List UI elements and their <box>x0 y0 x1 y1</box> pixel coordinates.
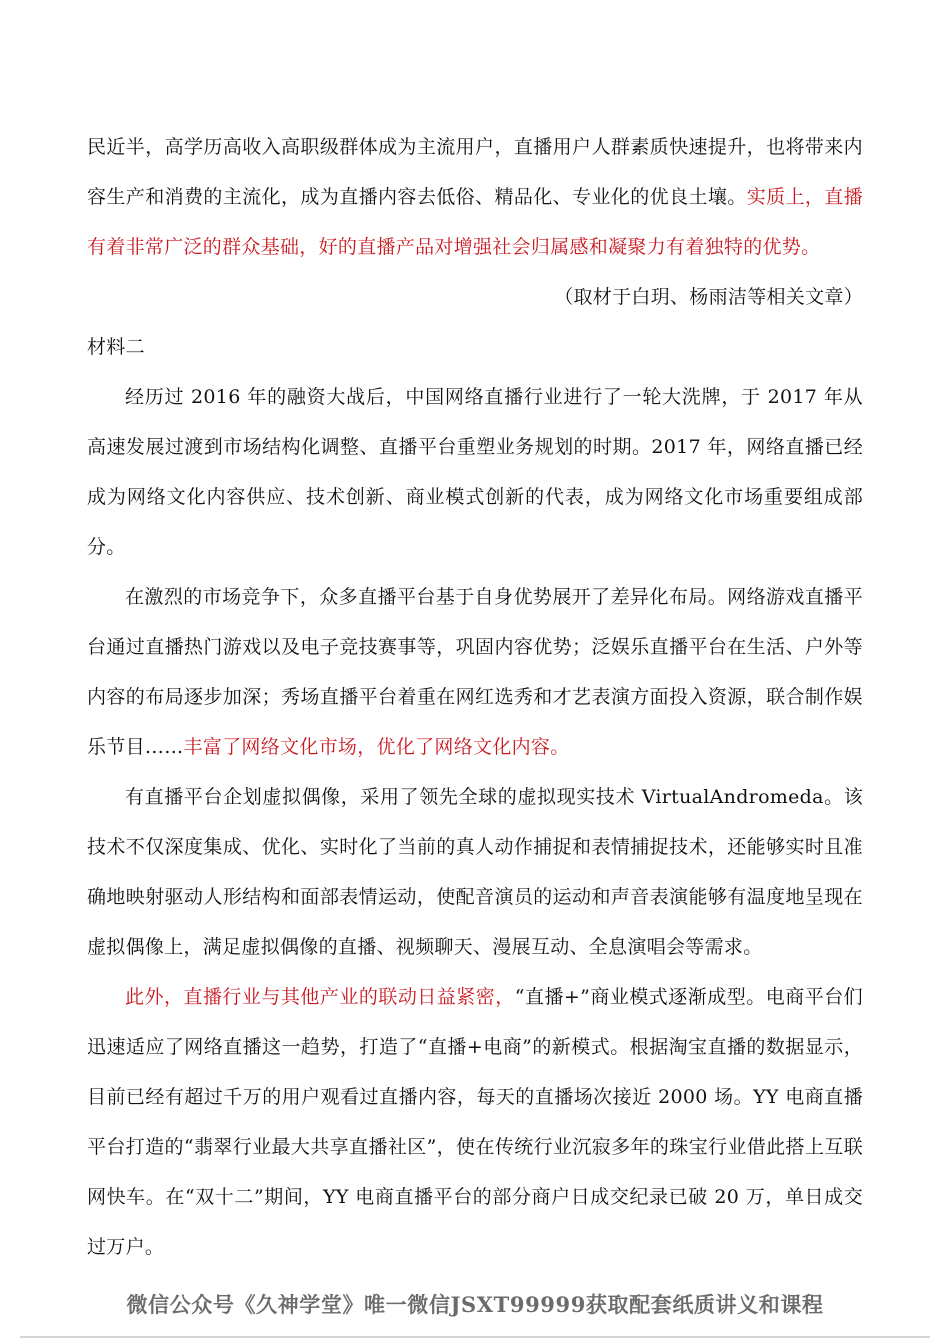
paragraph-continued <box>87 122 863 272</box>
section-title: 材料二 <box>87 336 145 358</box>
paragraph-1: 经历过 2016 年的融资大战后，中国网络直播行业进行了一轮大洗牌，于 2017 年从高速发展过渡到市场结构化调整、直播平台重塑业务规划的时期。2017 年，网络直播已经成为网络文化内容供应、技术创新、商业模式创新的代表，成为网络文化市场重要组成部分。 <box>87 386 863 558</box>
bottom-divider <box>20 1336 930 1338</box>
paragraph-4-highlight: 此外，直播行业与其他产业的联动日益紧密， <box>125 986 515 1008</box>
footer-watermark: 微信公众号《久神学堂》唯一微信JSXT99999获取配套纸质讲义和课程 <box>126 1292 824 1317</box>
paragraph-4-text: “直播+”商业模式逐渐成型。电商平台们迅速适应了网络直播这一趋势，打造了“直播+电商”的新模式。根据淘宝直播的数据显示，目前已经有超过千万的用户观看过直播内容，每天的直播场次接近 2000 场。YY 电商直播平台打造的“翡翠行业最大共享直播社区”，使在传统行业沉寂多年的珠宝行业借此搭上互联网快车。在“双十二”期间，YY 电商直播平台的部分商户日成交纪录已破 20 万，单日成交过万户。 <box>87 986 863 1258</box>
paragraph-2-highlight: 丰富了网络文化市场，优化了网络文化内容。 <box>183 736 570 758</box>
paragraph-3: 有直播平台企划虚拟偶像，采用了领先全球的虚拟现实技术 VirtualAndromeda。该技术不仅深度集成、优化、实时化了当前的真人动作捕捉和表情捕捉技术，还能够实时且准确地映射驱动人形结构和面部表情运动，使配音演员的运动和声音表演能够有温度地呈现在虚拟偶像上，满足虚拟偶像的直播、视频聊天、漫展互动、全息演唱会等需求。 <box>87 786 863 958</box>
paragraph-2 <box>87 572 863 772</box>
paragraph-continued-highlight: 实质上，直播有着非常广泛的群众基础，好的直播产品对增强社会归属感和凝聚力有着独特的优势。 <box>87 186 863 258</box>
paragraph-continued-text: 民近半，高学历高收入高职级群体成为主流用户，直播用户人群素质快速提升，也将带来内容生产和消费的主流化，成为直播内容去低俗、精品化、专业化的优良土壤。 <box>87 136 863 208</box>
document-body <box>87 122 863 1272</box>
paragraph-2-text: 在激烈的市场竞争下，众多直播平台基于自身优势展开了差异化布局。网络游戏直播平台通过直播热门游戏以及电子竞技赛事等，巩固内容优势；泛娱乐直播平台在生活、户外等内容的布局逐步加深；秀场直播平台着重在网红选秀和才艺表演方面投入资源，联合制作娱乐节目…… <box>87 586 863 758</box>
source-note: （取材于白玥、杨雨洁等相关文章） <box>554 286 863 308</box>
paragraph-4 <box>87 972 863 1272</box>
